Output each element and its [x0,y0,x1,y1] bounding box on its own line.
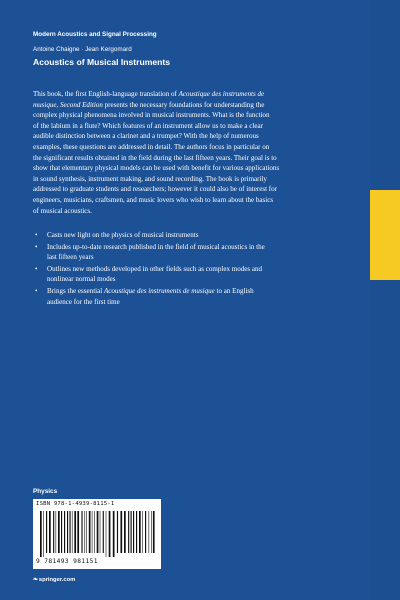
barcode-bar [49,511,51,553]
subject-label: Physics [33,488,58,495]
barcode-bar [61,511,62,553]
description-line [33,142,363,153]
barcode-bar [94,511,95,553]
barcode-bar [86,511,87,553]
feature-list-item [33,286,363,307]
feature-list [33,230,363,308]
barcode-bar [43,511,44,557]
barcode-bar [131,511,132,553]
description-line [33,121,363,132]
italic-title-text: musique, Second Edition [33,100,103,109]
description-paragraph [33,89,363,216]
barcode-bar [53,511,54,553]
description-text: addressed to graduate students and researchers; however it could also be of interest for [33,185,278,194]
accent-band [370,190,400,280]
barcode-bar [40,511,42,557]
spine-band [370,0,400,600]
barcode-bar [46,511,47,553]
bullet-icon: • [35,242,38,251]
feature-line [47,297,363,308]
description-text: complex physical phenomena involved in musical instruments. What is the function [33,111,270,120]
description-line [33,195,363,206]
barcode-bar [145,511,146,553]
feature-text: Outlines new methods developed in other fields such as complex modes and [47,264,263,273]
barcode-bar [97,511,99,553]
barcode-bar [117,511,118,553]
barcode-bar [56,511,57,553]
feature-line [47,264,363,275]
feature-list-item [33,242,363,263]
barcode-bar [153,511,155,553]
feature-text: Casts new light on the physics of musical instruments [47,231,199,239]
barcode-bar [77,511,79,553]
description-line [33,110,363,121]
website-text: springer.com [38,577,76,583]
feature-line [47,274,363,285]
barcode-bar [128,511,129,553]
feature-text: nonlinear normal modes [47,275,116,284]
barcode-bar [100,511,101,553]
description-text: presents the necessary foundations for understanding the [102,100,265,109]
isbn-label: ISBN 978-1-4939-8115-1 [36,501,115,507]
description-text: This book, the first English-language translation of [33,90,179,98]
description-line [33,89,363,100]
italic-title-text: Acoustique des instruments de musique [103,286,215,295]
barcode-bar [139,511,141,553]
barcode-bar [151,511,152,553]
barcode-bar [109,511,111,557]
description-text: the significant results obtained in the field during the last fifteen years. Their goal is to [33,153,277,162]
barcode-bar [67,511,68,553]
top-bar [0,0,400,20]
barcode-bar [142,511,143,553]
book-title: Acoustics of Musical Instruments [33,57,171,67]
author-names: Antoine Chaigne · Jean Kergomard [33,46,132,53]
publisher-website [33,577,75,583]
description-line [33,184,363,195]
barcode-box [33,499,161,569]
barcode-bar [136,511,137,553]
bullet-icon: • [35,264,38,273]
description-line [33,131,363,142]
description-line [33,206,363,217]
ean-digits: 9 781493 981151 [36,558,98,565]
barcode-bar [133,511,134,553]
feature-text: Includes up-to-date research published in the field of musical acoustics in the [47,242,265,251]
description-line [33,174,363,185]
description-text: engineers, musicians, craftsmen, and music lovers who wish to learn about the basics [33,195,274,204]
barcode-bar [103,511,104,553]
description-text: show that elementary physical models can be used with benefit for various applications [33,164,280,173]
barcode-bar [81,511,82,553]
feature-list-item [33,230,363,241]
feature-list-item [33,264,363,285]
description-text: in sound synthesis, instrument making, and sound recording. The book is primarily [33,174,267,183]
barcode-bar [113,511,115,557]
barcode-bar [120,511,122,553]
barcode-bar [64,511,65,553]
description-text: of musical acoustics. [33,206,92,215]
barcode-bar [89,511,91,553]
barcode-bar [72,511,73,553]
feature-text: last fifteen years [47,253,94,262]
description-line [33,163,363,174]
feature-line [47,286,363,297]
barcode-bar [84,511,85,553]
description-line [33,100,363,111]
bullet-icon: • [35,231,38,239]
barcode-bar [74,511,76,553]
feature-text: to an English [214,286,254,295]
description-line [33,153,363,164]
feature-text: Brings the essential [47,286,104,295]
barcode-bar [92,511,93,553]
bullet-icon: • [35,286,38,295]
feature-line [47,230,363,241]
springer-logo-icon: ❧ [33,577,38,583]
description-text: examples, these questions are addressed in detail. The authors focus in particular on [33,142,270,151]
description-text: audible distinction between a clarinet and a trumpet? With the help of numerous [33,132,259,141]
barcode-bar [124,511,126,553]
italic-title-text: Acoustique des instruments de [178,90,265,98]
feature-text: audience for the first time [47,297,120,306]
barcode-bar [58,511,60,553]
barcode-bar [106,511,107,557]
barcode-bar [69,511,70,553]
barcode-image [39,511,155,557]
description-text: of the labium in a flute? Which features of an instrument allow us to make a clear [33,121,263,130]
barcode-bar [149,511,150,553]
series-name: Modern Acoustics and Signal Processing [33,31,157,38]
feature-line [47,242,363,253]
feature-line [47,252,363,263]
